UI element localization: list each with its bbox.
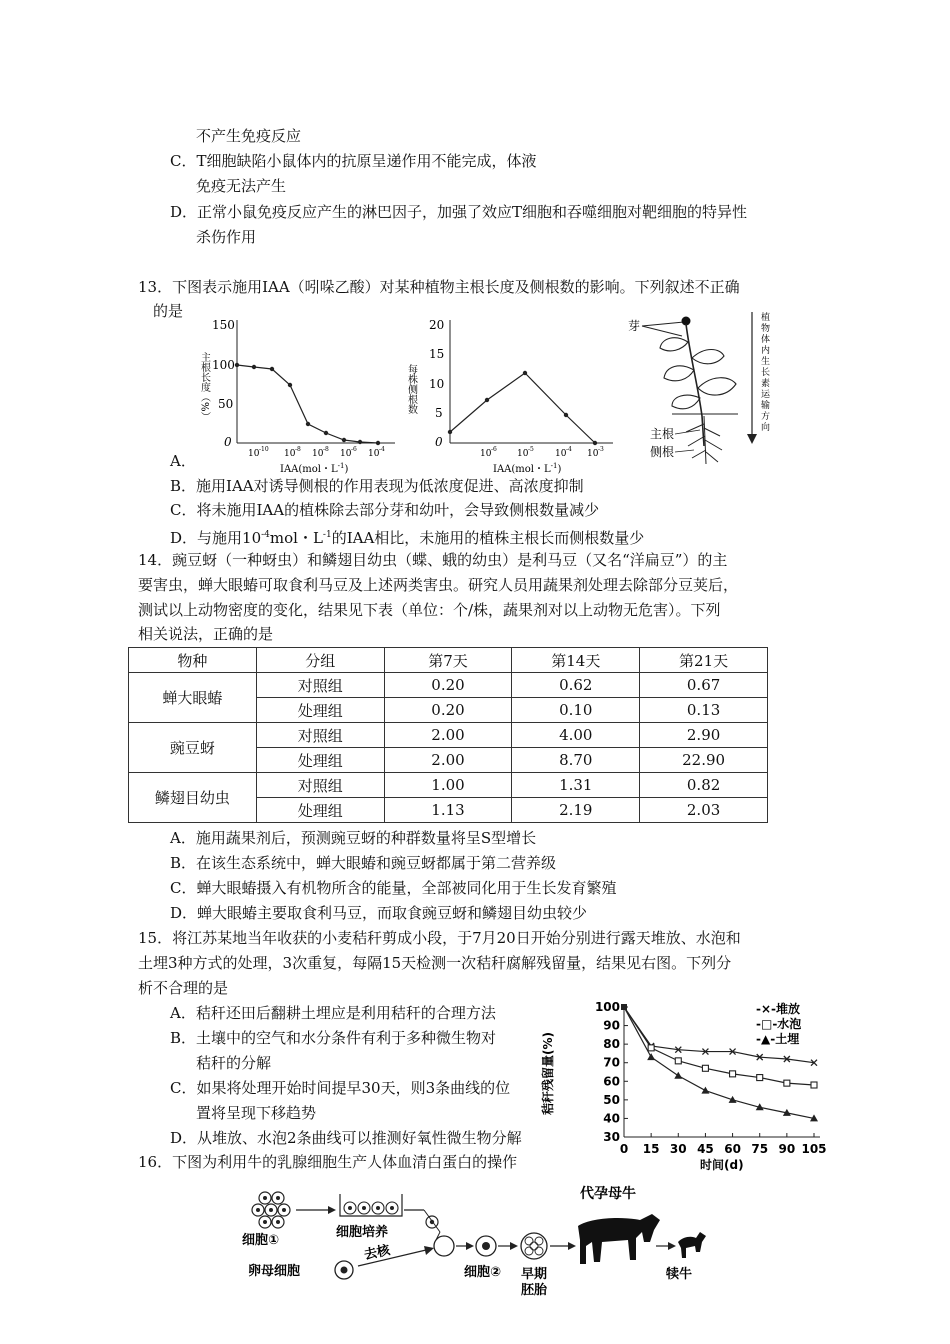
q15-stem-3: 析不合理的是 xyxy=(138,979,229,997)
straw-chart-ytick: 90 xyxy=(603,1018,620,1033)
nucleus-icon xyxy=(376,1206,380,1210)
arrow-right-icon xyxy=(568,1242,576,1250)
table-cell: 2.90 xyxy=(640,723,768,748)
table-cell: 对照组 xyxy=(256,723,384,748)
straw-chart-ytick: 50 xyxy=(603,1092,620,1107)
table-header: 分组 xyxy=(256,648,384,673)
arrow-right-icon xyxy=(510,1242,518,1250)
blastomere-icon xyxy=(525,1237,533,1245)
nucleus-icon xyxy=(269,1208,273,1212)
blastomere-icon xyxy=(535,1247,543,1255)
main-root-pointer xyxy=(675,430,700,434)
straw-chart-xlabel: 时间(d) xyxy=(700,1158,744,1172)
q15-c-continuation: 置将呈现下移趋势 xyxy=(196,1104,317,1122)
arrow-down-icon xyxy=(747,434,757,444)
main-root-xtick: 10 xyxy=(340,449,352,459)
table-cell: 22.90 xyxy=(640,748,768,773)
table-cell: 1.13 xyxy=(384,798,512,823)
table-row xyxy=(129,673,768,698)
straw-chart-xtick: 105 xyxy=(801,1142,827,1156)
arrow-right-icon xyxy=(466,1242,474,1250)
lateral-root-xtick-exp: -3 xyxy=(598,446,604,453)
main-root-label: 主根 xyxy=(650,427,675,441)
transport-label-char: 植 xyxy=(761,313,771,323)
blastomere-icon xyxy=(525,1247,533,1255)
straw-residue-chart xyxy=(530,995,830,1175)
table-cell: 0.13 xyxy=(640,698,768,723)
arrow-right-icon xyxy=(328,1206,336,1214)
nucleus-icon xyxy=(341,1267,348,1274)
main-root-point xyxy=(288,383,292,387)
transport-label-char: 输 xyxy=(761,401,771,411)
cloning-process-diagram xyxy=(240,1180,710,1300)
table-cell: 1.31 xyxy=(512,773,640,798)
nucleus-icon xyxy=(282,1208,286,1212)
main-root-point xyxy=(376,441,380,445)
main-root-length-chart xyxy=(190,312,400,478)
straw-chart-ytick: 70 xyxy=(603,1055,620,1070)
main-root-xlabel: IAA(mol・$L^{-1}$) xyxy=(280,462,349,475)
nucleus-icon xyxy=(263,1220,267,1224)
q15-option-a: A．秸秆还田后翻耕土埋应是利用秸秆的合理方法 xyxy=(170,1004,496,1022)
leaf-icon xyxy=(692,350,724,364)
q15-stem: 15．将江苏某地当年收获的小麦秸秆剪成小段，于7月20日开始分别进行露天堆放、水泡和 xyxy=(138,929,741,947)
cow-icon xyxy=(578,1214,660,1264)
calf-label: 犊牛 xyxy=(666,1267,693,1282)
nucleus-icon xyxy=(362,1206,366,1210)
series-point-水泡 xyxy=(784,1080,790,1086)
nucleus-icon xyxy=(348,1206,352,1210)
table-cell: 0.20 xyxy=(384,673,512,698)
density-table xyxy=(128,647,768,823)
main-root-xtick: 10 xyxy=(312,449,324,459)
lateral-root-ytick: 10 xyxy=(429,377,445,391)
lateral-root-xtick: 10 xyxy=(480,449,492,459)
table-header-row xyxy=(129,648,768,673)
blastomere-icon xyxy=(535,1237,543,1245)
q12-b-continuation: 不产生免疫反应 xyxy=(196,127,302,145)
transport-label-char: 体 xyxy=(761,335,771,345)
straw-chart-ytick: 60 xyxy=(603,1074,620,1089)
straw-chart-ylabel: 秸秆残留量(%) xyxy=(541,1032,555,1115)
transport-label-char: 运 xyxy=(761,390,771,400)
lateral-root-xtick: 10 xyxy=(587,449,599,459)
q14-option-c: C．蝉大眼蝽摄入有机物所含的能量，全部被同化用于生长发育繁殖 xyxy=(170,879,617,897)
lateral-root-xtick-exp: -6 xyxy=(491,446,497,453)
lateral-root-xtick: 10 xyxy=(555,449,567,459)
arrow-right-icon xyxy=(668,1242,676,1250)
table-cell: 1.00 xyxy=(384,773,512,798)
lateral-root-ytick: 15 xyxy=(429,347,445,361)
series-point-水泡 xyxy=(811,1082,817,1088)
leaf-icon xyxy=(672,395,700,409)
table-row xyxy=(129,723,768,748)
q13-option-b: B．施用IAA对诱导侧根的作用表现为低浓度促进、高浓度抑制 xyxy=(170,477,584,495)
q13-stem: 13．下图表示施用IAA（吲哚乙酸）对某种植物主根长度及侧根数的影响。下列叙述不正确 xyxy=(138,278,740,296)
main-root-xtick-exp: -8 xyxy=(323,446,329,453)
calf-icon xyxy=(678,1232,706,1258)
q15-b-continuation: 秸秆的分解 xyxy=(196,1054,272,1072)
bud-label: 芽 xyxy=(628,319,641,333)
enucleate-label: 去核 xyxy=(362,1243,392,1264)
lateral-root-xtick-exp: -5 xyxy=(528,446,534,453)
q14-stem-2: 要害虫，蝉大眼蝽可取食利马豆及上述两类害虫。研究人员用蔬果剂处理去除部分豆荚后， xyxy=(138,576,739,594)
main-root-point xyxy=(270,367,274,371)
main-root-point xyxy=(324,431,328,435)
q14-stem: 14．豌豆蚜（一种蚜虫）和鳞翅目幼虫（蝶、蛾的幼虫）是利马豆（又名“洋扁豆”）的主 xyxy=(138,551,728,569)
q14-option-b: B．在该生态系统中，蝉大眼蝽和豌豆蚜都属于第二营养级 xyxy=(170,854,557,872)
main-root-xtick: 10 xyxy=(248,449,260,459)
surrogate-label: 代孕母牛 xyxy=(580,1186,636,1202)
nucleus-icon xyxy=(256,1208,260,1212)
table-cell: 处理组 xyxy=(256,798,384,823)
culture-dish-icon xyxy=(340,1194,402,1216)
q12-c-continuation: 免疫无法产生 xyxy=(196,177,287,195)
side-root-pointer xyxy=(675,450,694,452)
q12-d-continuation: 杀伤作用 xyxy=(196,228,257,246)
table-cell: 处理组 xyxy=(256,698,384,723)
q14-option-a: A．施用蔬果剂后，预测豌豆蚜的种群数量将呈S型增长 xyxy=(170,829,537,847)
q14-option-d: D．蝉大眼蝽主要取食利马豆，而取食豌豆蚜和鳞翅目幼虫较少 xyxy=(170,904,588,922)
q14-stem-4: 相关说法，正确的是 xyxy=(138,625,274,643)
main-root-xtick: 10 xyxy=(284,449,296,459)
bud-pointer xyxy=(642,322,684,326)
main-root-ytick: 0 xyxy=(224,435,232,449)
q14-stem-3: 测试以上动物密度的变化，结果见下表（单位：个/株，蔬果剂对以上动物无危害）。下列 xyxy=(138,601,721,619)
plant-diagram xyxy=(620,306,780,472)
table-cell: 2.19 xyxy=(512,798,640,823)
main-root-point xyxy=(342,438,346,442)
main-root-xtick: 10 xyxy=(368,449,380,459)
culture-label: 细胞培养 xyxy=(336,1225,389,1240)
q16-stem: 16．下图为利用牛的乳腺细胞生产人体血清白蛋白的操作 xyxy=(138,1153,518,1171)
species-cell: 豌豆蚜 xyxy=(129,723,257,773)
q12-option-c: C．T细胞缺陷小鼠体内的抗原呈递作用不能完成，体液 xyxy=(170,152,537,170)
series-point-水泡 xyxy=(702,1065,708,1071)
lateral-root-ytick: 0 xyxy=(435,435,443,449)
legend-entry-水泡: -□-水泡 xyxy=(756,1017,802,1031)
transport-label-char: 方 xyxy=(761,412,771,422)
bud-pointer xyxy=(642,326,682,336)
q13-option-d: D．与施用$10^{-4}mol$・$L^{-1}$的IAA相比，未施用的植株主根长而侧根数量少 xyxy=(170,529,645,547)
table-cell: 0.62 xyxy=(512,673,640,698)
blastomere-icon xyxy=(530,1242,538,1250)
lateral-root-xtick-exp: -4 xyxy=(566,446,572,453)
main-root-ytick: 150 xyxy=(212,318,235,332)
lateral-root-xtick: 10 xyxy=(517,449,529,459)
table-cell: 0.20 xyxy=(384,698,512,723)
main-root-ytick: 50 xyxy=(218,397,234,411)
transport-label-char: 向 xyxy=(761,423,771,433)
q13-stem-cont: 的是 xyxy=(153,302,184,320)
cell1-label: 细胞① xyxy=(242,1233,280,1248)
nucleus-icon xyxy=(276,1220,280,1224)
table-cell: 4.00 xyxy=(512,723,640,748)
lateral-root-xlabel: IAA(mol・$L^{-1}$) xyxy=(493,462,562,475)
embryo-label-line1: 早期 xyxy=(521,1267,548,1282)
straw-chart-xtick: 15 xyxy=(642,1142,660,1156)
table-cell: 0.67 xyxy=(640,673,768,698)
cell2-label: 细胞② xyxy=(464,1265,502,1280)
lateral-root-point xyxy=(564,413,568,417)
table-cell: 2.03 xyxy=(640,798,768,823)
table-cell: 0.82 xyxy=(640,773,768,798)
early-embryo-icon xyxy=(521,1233,547,1259)
q13-option-a: A． xyxy=(170,452,196,470)
lateral-root-point xyxy=(485,398,489,402)
table-header: 第7天 xyxy=(384,648,512,673)
lateral-root-line xyxy=(450,373,595,443)
series-point-水泡 xyxy=(730,1071,736,1077)
enucleated-egg-icon xyxy=(434,1236,454,1256)
straw-chart-xtick: 75 xyxy=(751,1142,769,1156)
side-root-label: 侧根 xyxy=(650,445,675,459)
transport-label-char: 素 xyxy=(761,379,771,389)
straw-chart-ytick: 80 xyxy=(603,1037,620,1052)
lateral-root-point xyxy=(448,430,452,434)
table-header: 物种 xyxy=(129,648,257,673)
lateral-root-ylabel: 每株侧根数 xyxy=(405,364,417,414)
table-cell: 8.70 xyxy=(512,748,640,773)
straw-chart-xtick: 0 xyxy=(619,1142,629,1156)
straw-chart-ytick: 100 xyxy=(594,1000,620,1014)
straw-chart-xtick: 60 xyxy=(724,1142,741,1156)
main-root-xtick-exp: -6 xyxy=(351,446,357,453)
table-cell: 0.10 xyxy=(512,698,640,723)
lateral-root-ytick: 20 xyxy=(429,318,445,332)
nucleus-icon xyxy=(482,1242,490,1250)
table-header: 第14天 xyxy=(512,648,640,673)
lateral-root-ytick: 5 xyxy=(435,406,443,420)
leaf-icon xyxy=(664,366,694,381)
lateral-root-point xyxy=(593,441,597,445)
leaf-icon xyxy=(698,378,736,395)
main-root-xtick-exp: -8 xyxy=(295,446,301,453)
table-cell: 对照组 xyxy=(256,773,384,798)
species-cell: 鳞翅目幼虫 xyxy=(129,773,257,823)
q13-option-c: C．将未施用IAA的植株除去部分芽和幼叶，会导致侧根数量减少 xyxy=(170,501,600,519)
table-cell: 对照组 xyxy=(256,673,384,698)
main-root-point xyxy=(252,365,256,369)
main-root-point xyxy=(358,440,362,444)
straw-chart-xtick: 90 xyxy=(778,1142,796,1156)
main-root-xtick-exp: -10 xyxy=(259,446,269,453)
q12-option-d: D．正常小鼠免疫反应产生的淋巴因子，加强了效应T细胞和吞噬细胞对靶细胞的特异性 xyxy=(170,203,748,221)
series-point-水泡 xyxy=(648,1045,654,1051)
series-point-土埋 xyxy=(647,1053,655,1060)
series-point-水泡 xyxy=(675,1058,681,1064)
q15-option-b: B．土壤中的空气和水分条件有利于多种微生物对 xyxy=(170,1029,497,1047)
nucleus-icon xyxy=(263,1196,267,1200)
nucleus-icon xyxy=(276,1196,280,1200)
lateral-root-point xyxy=(523,371,527,375)
transport-label-char: 生 xyxy=(761,357,771,367)
q15-option-c: C．如果将处理开始时间提早30天，则3条曲线的位 xyxy=(170,1079,511,1097)
species-cell: 蝉大眼蝽 xyxy=(129,673,257,723)
main-root-xtick-exp: -4 xyxy=(379,446,385,453)
table-row xyxy=(129,773,768,798)
main-root-ylabel: 主根长度（%） xyxy=(198,352,210,422)
table-cell: 处理组 xyxy=(256,748,384,773)
egg-label: 卵母细胞 xyxy=(248,1264,301,1279)
legend-entry-堆放: -×-堆放 xyxy=(756,1002,801,1016)
leaf-icon xyxy=(660,338,688,351)
lateral-root-count-chart xyxy=(405,312,620,478)
arrow-right-icon xyxy=(424,1246,434,1255)
straw-chart-ytick: 30 xyxy=(603,1130,620,1144)
q15-option-d: D．从堆放、水泡2条曲线可以推测好氧性微生物分解 xyxy=(170,1129,522,1147)
table-cell: 2.00 xyxy=(384,748,512,773)
main-root-line xyxy=(237,365,378,443)
series-point-水泡 xyxy=(757,1075,763,1081)
series-point-土埋 xyxy=(701,1087,709,1094)
q15-stem-2: 土埋3种方式的处理，3次重复，每隔15天检测一次秸秆腐解残留量，结果见右图。下列分 xyxy=(138,954,732,972)
straw-chart-ytick: 40 xyxy=(603,1111,620,1126)
straw-chart-xtick: 45 xyxy=(697,1142,714,1156)
nucleus-icon xyxy=(390,1206,394,1210)
series-point-土埋 xyxy=(674,1072,682,1079)
series-point-start xyxy=(621,1004,627,1010)
straw-chart-xtick: 30 xyxy=(669,1142,687,1156)
table-header: 第21天 xyxy=(640,648,768,673)
main-root-ytick: 100 xyxy=(212,358,235,372)
transport-label-char: 内 xyxy=(761,346,771,356)
legend-entry-土埋: -▲-土埋 xyxy=(756,1032,800,1046)
transport-label-char: 长 xyxy=(761,368,771,378)
main-root-point xyxy=(306,422,310,426)
main-root-point xyxy=(235,363,239,367)
embryo-label-line2: 胚胎 xyxy=(521,1283,548,1298)
table-cell: 2.00 xyxy=(384,723,512,748)
transport-label-char: 物 xyxy=(761,324,771,334)
